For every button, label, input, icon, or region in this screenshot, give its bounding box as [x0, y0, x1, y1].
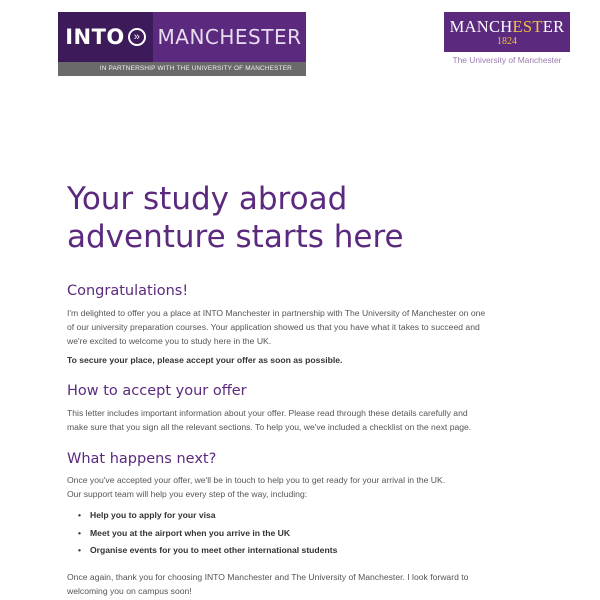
congratulations-heading: Congratulations!	[67, 283, 189, 299]
bullet-text: Organise events for you to meet other international students	[90, 545, 338, 555]
uom-subtitle: The University of Manchester	[452, 55, 562, 65]
accept-offer-heading: How to accept your offer	[67, 383, 247, 399]
into-word: INTO	[65, 25, 125, 49]
uom-name-part3: ER	[542, 17, 565, 36]
congrats-line-3: we're excited to welcome you to study here in the UK.	[67, 336, 272, 346]
accept-line-2: make sure that you sign all the relevant sections. To help you, we've included a checklist on the next page.	[67, 422, 472, 432]
next-line-2: Our support team will help you every step of the way, including:	[67, 489, 308, 499]
secure-place-text: To secure your place, please accept your offer as soon as possible.	[67, 355, 343, 365]
university-of-manchester-logo	[444, 12, 570, 65]
accept-line-1: This letter includes important information about your offer. Please read through these details carefully and	[67, 408, 468, 418]
closing-line-2: welcoming you on campus soon!	[67, 586, 192, 596]
accept-offer-body	[67, 406, 522, 434]
bullet-text: Help you to apply for your visa	[90, 510, 216, 520]
page-title	[67, 180, 517, 256]
what-next-heading: What happens next?	[67, 451, 217, 467]
uom-crest-box	[444, 12, 570, 52]
uom-name	[444, 12, 570, 37]
uom-name-part1: MANCH	[449, 17, 513, 36]
title-line-1: Your study abroad	[67, 181, 348, 217]
list-item: • Organise events for you to meet other international students	[78, 545, 338, 555]
what-next-body	[67, 473, 522, 501]
uom-name-part2: EST	[512, 17, 543, 36]
support-list	[78, 507, 337, 560]
into-city: MANCHESTER	[157, 25, 302, 49]
uom-year: 1824	[497, 36, 517, 47]
congrats-line-1: I'm delighted to offer you a place at INTO Manchester in partnership with The University of Manchester on one	[67, 308, 486, 318]
bullet-text: Meet you at the airport when you arrive in the UK	[90, 527, 291, 538]
closing-line-1: Once again, thank you for choosing INTO Manchester and The University of Manchester. I look forward to	[67, 572, 469, 582]
next-line-1: Once you've accepted your offer, we'll be in touch to help you to get ready for your arrival in the UK.	[67, 475, 446, 485]
into-mark	[58, 12, 153, 62]
into-manchester-logo	[58, 12, 306, 76]
title-line-2: adventure starts here	[67, 219, 404, 255]
list-item: • Help you to apply for your visa	[78, 510, 216, 520]
congrats-line-2: of our university preparation courses. Your application showed us that you have what it takes to succeed and	[67, 322, 480, 332]
congratulations-body	[67, 306, 522, 348]
list-item: • Meet you at the airport when you arrive in the UK	[78, 527, 291, 538]
chevron-circle-icon: »	[128, 28, 146, 46]
partnership-strapline: IN PARTNERSHIP WITH THE UNIVERSITY OF MANCHESTER	[58, 62, 306, 76]
closing-text	[67, 570, 522, 598]
